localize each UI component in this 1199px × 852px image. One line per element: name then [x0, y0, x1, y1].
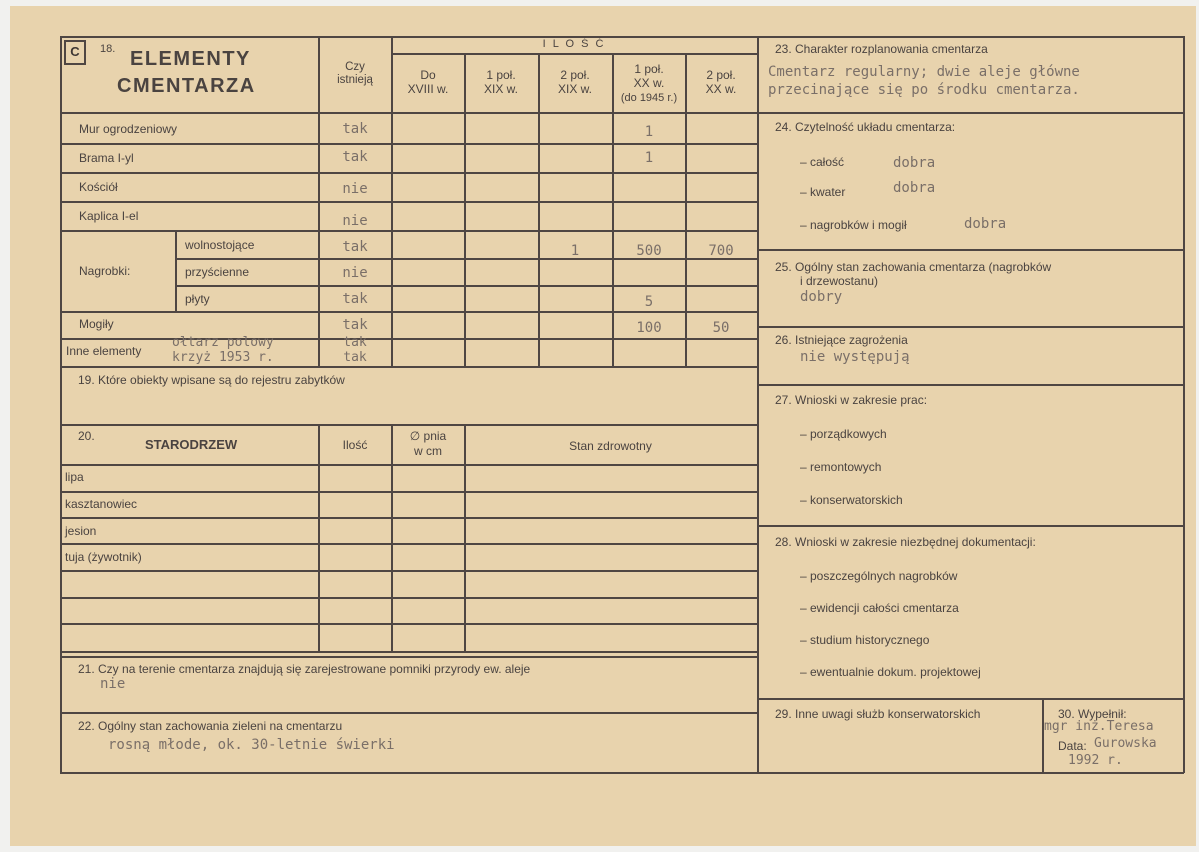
filled-by-name-line1: mgr inż.Teresa: [1044, 719, 1154, 734]
period-header: XIX w.: [483, 82, 518, 96]
graves-label: Nagrobki:: [79, 264, 131, 278]
quantity-value: 1: [644, 124, 654, 140]
row-label: Mogiły: [79, 317, 114, 331]
legibility-item-label: – nagrobków i mogił: [800, 218, 907, 232]
exists-value: tak: [343, 335, 367, 350]
exists-value: tak: [342, 291, 368, 307]
documentation-conclusions-label: 28. Wnioski w zakresie niezbędnej dokumentacji:: [775, 535, 1036, 549]
documentation-item: – ewentualnie dokum. projektowej: [800, 665, 981, 679]
tree-name: lipa: [65, 470, 84, 484]
exists-value: tak: [342, 121, 368, 137]
period-header: XIX w.: [557, 82, 592, 96]
trunk-diameter-header: ∅ pnia: [409, 429, 447, 443]
work-conclusion-item: – remontowych: [800, 460, 882, 474]
nature-monuments-answer: nie: [100, 676, 126, 692]
layout-character-line2: przecinające się po środku cmentarza.: [768, 82, 1080, 98]
quantity-value: 1: [644, 150, 654, 166]
threats-value: nie występują: [800, 349, 910, 365]
general-condition-label: 25. Ogólny stan zachowania cmentarza (nagrobków: [775, 260, 1052, 274]
quantity-value: 100: [636, 320, 662, 336]
nature-monuments-question: 21. Czy na terenie cmentarza znajdują się zarejestrowane pomniki przyrody ew. aleje: [78, 662, 531, 676]
tree-name: kasztanowiec: [65, 497, 138, 511]
other-remarks-label: 29. Inne uwagi służb konserwatorskich: [775, 707, 981, 721]
threats-label: 26. Istniejące zagrożenia: [775, 333, 908, 347]
tree-name: tuja (żywotnik): [65, 550, 142, 564]
section-18-title-line1: ELEMENTY: [130, 48, 251, 70]
period-header: 1 poł.: [634, 62, 664, 76]
section-18-title-line2: CMENTARZA: [117, 75, 256, 97]
period-header: XX w.: [705, 82, 737, 96]
exists-value: tak: [342, 239, 368, 255]
row-sublabel: przyścienne: [185, 265, 250, 279]
quantity-value: 5: [644, 294, 654, 310]
period-header: 2 poł.: [706, 68, 736, 82]
filled-by-name-line2: Gurowska: [1094, 736, 1157, 751]
tree-name: jesion: [65, 524, 97, 538]
row-label: Mur ogrodzeniowy: [79, 122, 178, 136]
period-header: XVIII w.: [407, 82, 449, 96]
legibility-item-label: – kwater: [800, 185, 846, 199]
exists-value: tak: [343, 350, 367, 365]
work-conclusions-label: 27. Wnioski w zakresie prac:: [775, 393, 928, 407]
other-elements-label: Inne elementy: [66, 344, 142, 358]
exists-value: nie: [342, 265, 368, 281]
exists-value: nie: [342, 213, 368, 229]
exists-header-line2: istnieją: [337, 74, 373, 86]
quantity-value: 1: [570, 243, 580, 259]
quantity-header: I L O Ś Ć: [542, 38, 606, 50]
date-value: 1992 r.: [1068, 753, 1123, 768]
row-sublabel: płyty: [185, 292, 210, 306]
row-label: Kościół: [79, 180, 118, 194]
layout-character-line1: Cmentarz regularny; dwie aleje główne: [768, 64, 1080, 80]
legibility-item-value: dobra: [893, 155, 936, 171]
trees-quantity-header: Ilość: [342, 438, 368, 452]
work-conclusion-item: – konserwatorskich: [800, 493, 903, 507]
period-header: XX w.: [633, 76, 665, 90]
legibility-item-value: dobra: [893, 180, 936, 196]
period-header: (do 1945 r.): [620, 92, 678, 104]
documentation-item: – poszczególnych nagrobków: [800, 569, 958, 583]
general-condition-label-cont: i drzewostanu): [800, 274, 879, 288]
period-header: Do: [420, 68, 436, 82]
exists-value: tak: [342, 317, 368, 333]
section-20-number: 20.: [78, 429, 95, 443]
period-header: 1 poł.: [486, 68, 516, 82]
trunk-diameter-unit: w cm: [414, 444, 442, 458]
section-letter-box: C: [64, 40, 86, 65]
old-trees-title: STARODRZEW: [145, 437, 238, 452]
quantity-value: 700: [708, 243, 734, 259]
exists-header-line1: Czy: [345, 61, 365, 73]
period-header: 2 poł.: [560, 68, 590, 82]
quantity-value: 50: [712, 320, 730, 336]
legibility-item-label: – całość: [800, 155, 845, 169]
row-sublabel: wolnostojące: [185, 238, 255, 252]
legibility-label: 24. Czytelność układu cmentarza:: [775, 120, 956, 134]
register-question: 19. Które obiekty wpisane są do rejestru zabytków: [78, 373, 345, 387]
greenery-state-answer: rosną młode, ok. 30-letnie świerki: [108, 737, 395, 753]
row-label: Kaplica I-el: [79, 209, 139, 223]
other-element-item: ołtarz polowy: [172, 335, 274, 350]
legibility-item-value: dobra: [964, 216, 1007, 232]
exists-value: nie: [342, 181, 368, 197]
work-conclusion-item: – porządkowych: [800, 427, 887, 441]
documentation-item: – ewidencji całości cmentarza: [800, 601, 959, 615]
other-element-item: krzyż 1953 r.: [172, 350, 274, 365]
health-header: Stan zdrowotny: [569, 439, 652, 453]
quantity-value: 500: [636, 243, 662, 259]
row-label: Brama I-yl: [79, 151, 134, 165]
date-label: Data:: [1058, 739, 1087, 753]
layout-character-label: 23. Charakter rozplanowania cmentarza: [775, 42, 988, 56]
filled-by-label: 30. Wypełnił:: [1058, 707, 1127, 721]
general-condition-value: dobry: [800, 289, 843, 305]
section-18-number: 18.: [100, 43, 116, 55]
exists-value: tak: [342, 149, 368, 165]
documentation-item: – studium historycznego: [800, 633, 930, 647]
greenery-state-question: 22. Ogólny stan zachowania zieleni na cmentarzu: [78, 719, 343, 733]
